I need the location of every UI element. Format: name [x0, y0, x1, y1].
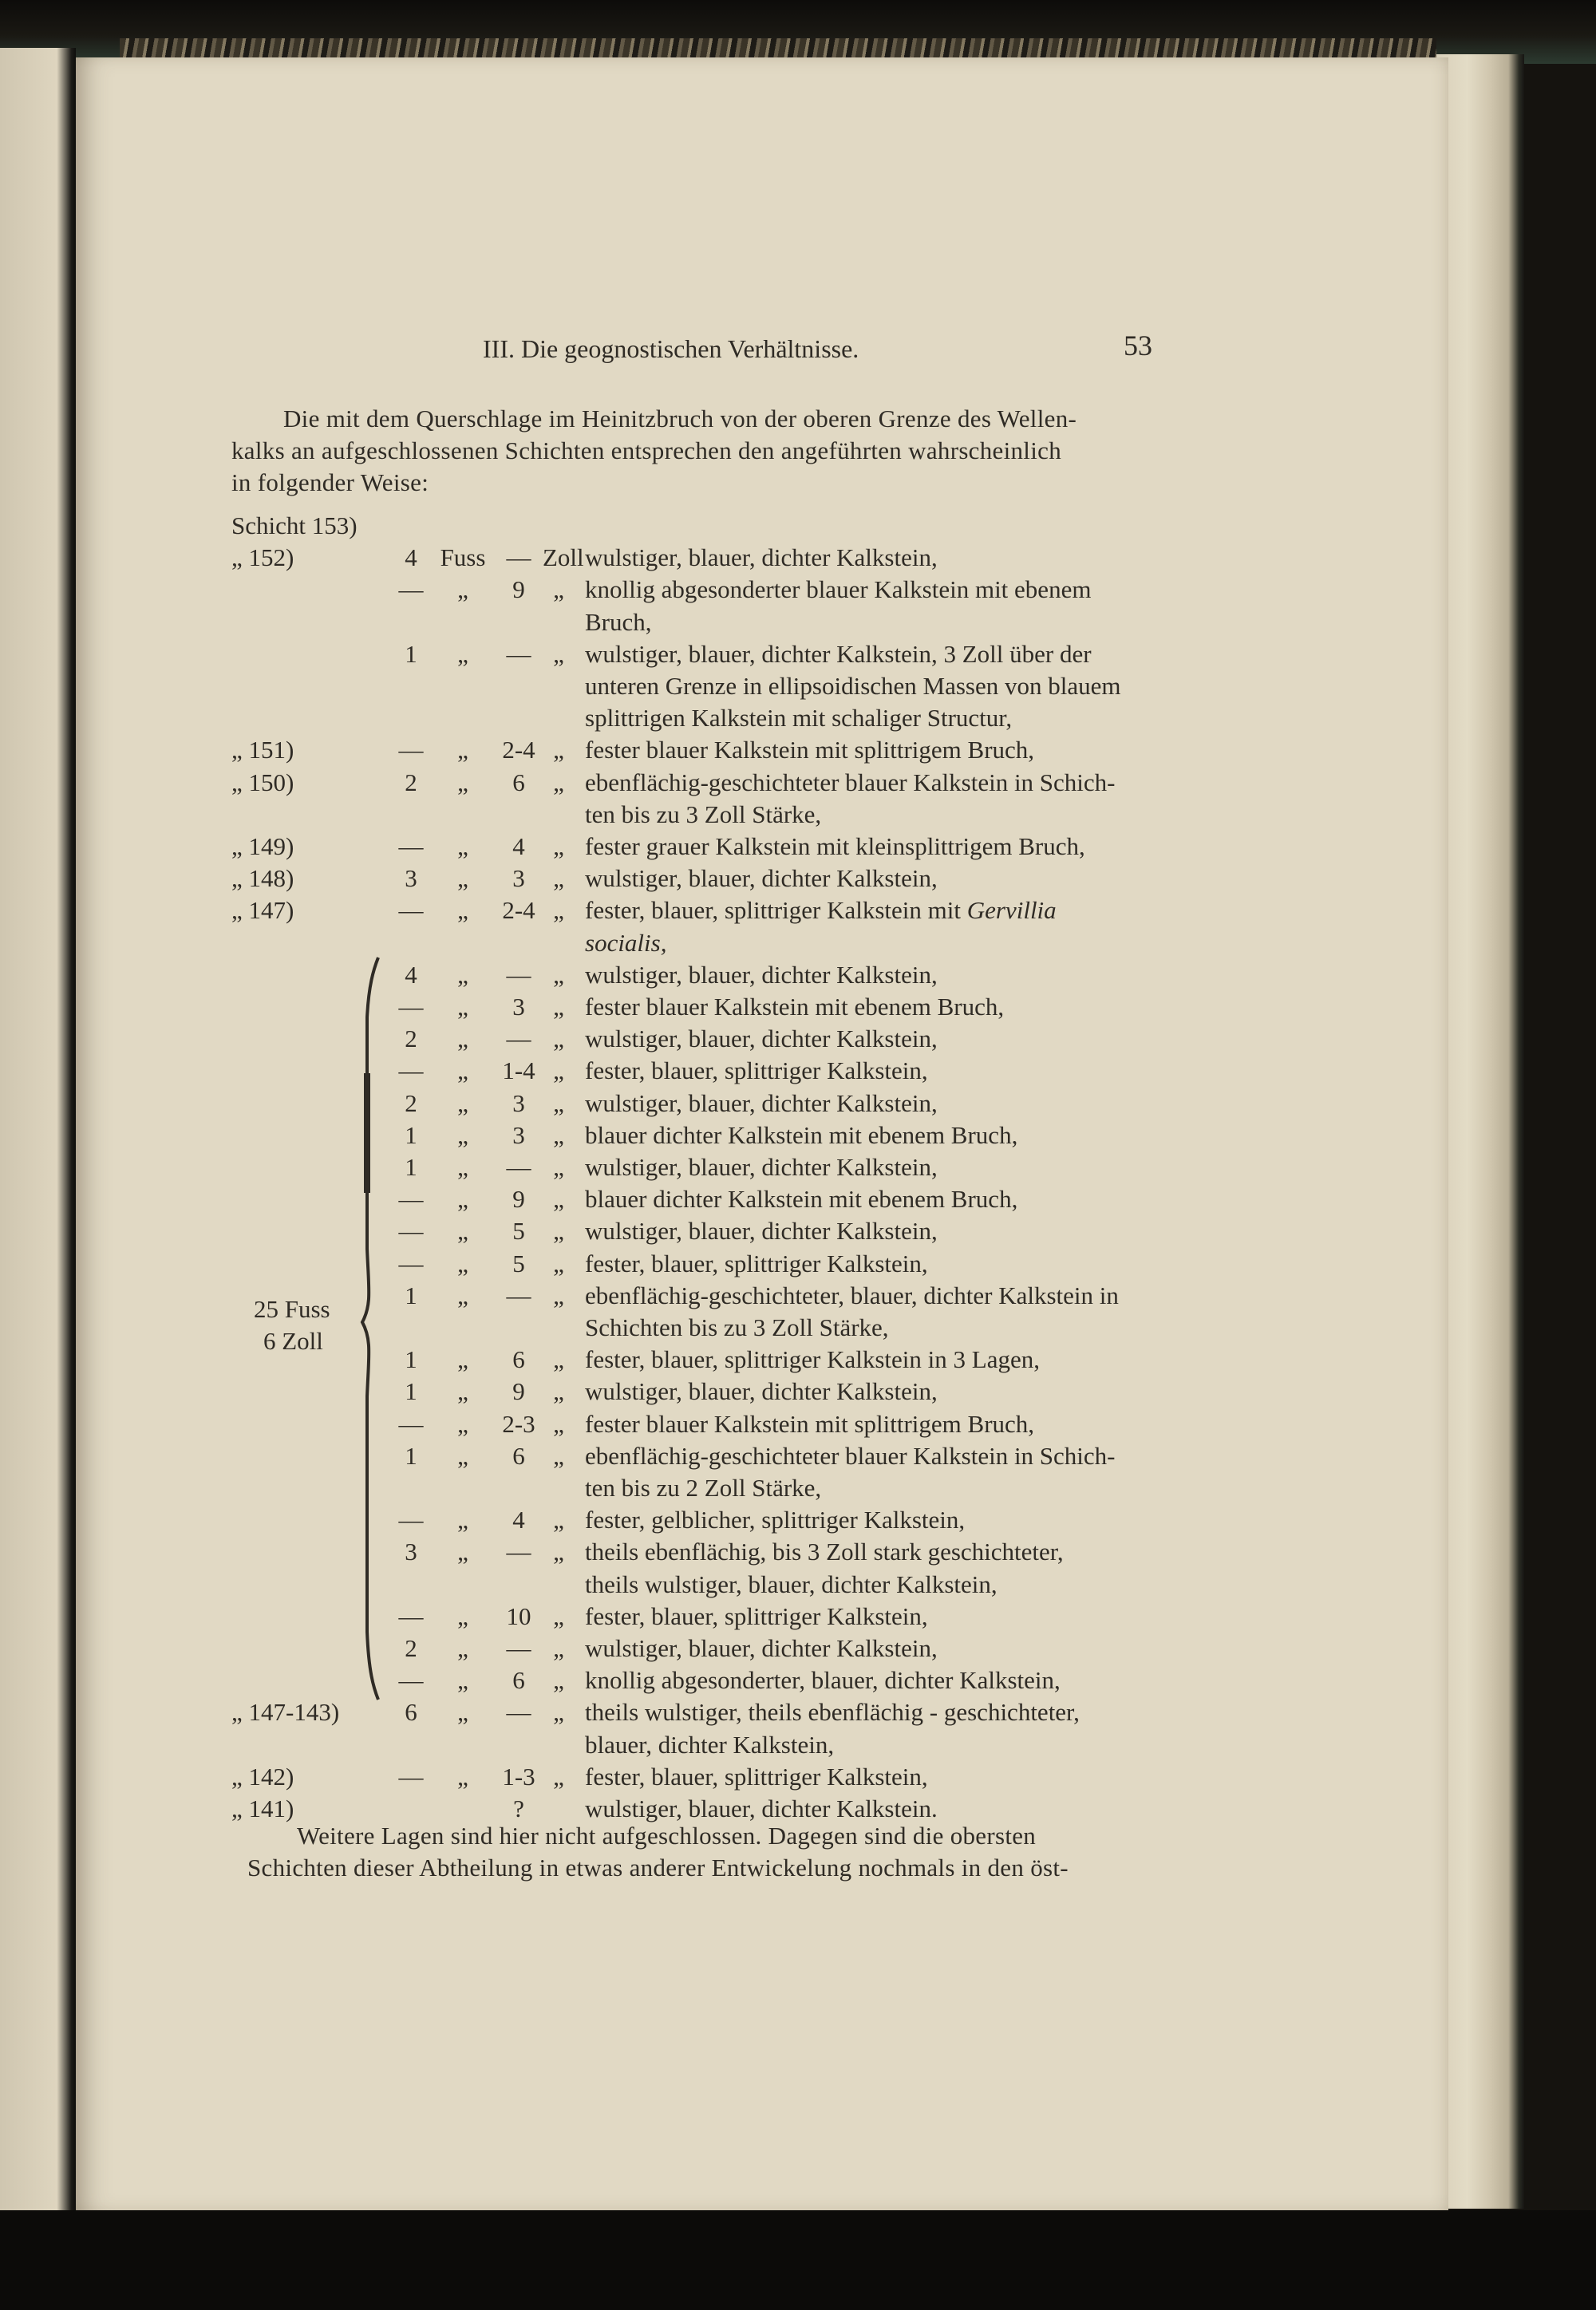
row-description	[585, 1152, 938, 1183]
row-units: „	[457, 1025, 468, 1052]
row-units: „	[457, 1153, 468, 1181]
row-rest: „	[553, 575, 564, 603]
closing-line: Weitere Lagen sind hier nicht aufgeschlossen. Dagegen sind die obersten	[297, 1822, 1037, 1850]
row-units: „	[457, 575, 468, 603]
row-rest: „	[553, 1410, 564, 1438]
group-thickness-label: 25 Fuss	[254, 1295, 330, 1323]
row-description	[585, 1088, 938, 1119]
row-description-text: wulstiger, blauer, dichter Kalkstein,	[585, 1634, 938, 1662]
page-stack-edge	[1436, 54, 1524, 2209]
row-inch: 4	[512, 832, 525, 860]
row-description-text: theils wulstiger, blauer, dichter Kalkstein,	[585, 1570, 998, 1598]
row-description-text: fester blauer Kalkstein mit splittrigem Bruch,	[585, 1410, 1035, 1438]
row-units: „	[457, 1538, 468, 1566]
row-feet: 1	[405, 1281, 417, 1309]
row-units: „	[457, 1666, 468, 1694]
row-inch: 9	[512, 1185, 525, 1213]
row-label: „ 141)	[231, 1795, 294, 1822]
row-inch: —	[506, 1025, 531, 1052]
row-description-text: wulstiger, blauer, dichter Kalkstein.	[585, 1795, 938, 1822]
row-units: „	[457, 1410, 468, 1438]
row-label: „ 151)	[231, 736, 294, 764]
row-description	[585, 1601, 928, 1632]
row-feet: —	[398, 1410, 424, 1438]
row-rest: „	[553, 1666, 564, 1694]
row-feet: 2	[405, 768, 417, 796]
row-description-text: fester, blauer, splittriger Kalkstein,	[585, 1250, 928, 1277]
row-description	[585, 1633, 938, 1664]
row-rest: „	[553, 1442, 564, 1470]
row-rest: „	[553, 1217, 564, 1245]
row-description-text: wulstiger, blauer, dichter Kalkstein,	[585, 1025, 938, 1052]
row-description	[585, 1056, 928, 1086]
row-label: „ 152)	[231, 543, 294, 571]
row-description	[585, 1441, 1116, 1471]
row-rest: „	[553, 1185, 564, 1213]
row-inch: 2-3	[502, 1410, 535, 1438]
row-description	[585, 543, 938, 573]
row-description-text: ebenflächig-geschichteter blauer Kalkstein in Schich-	[585, 768, 1116, 796]
row-rest: „	[553, 1056, 564, 1084]
row-units: „	[457, 1698, 468, 1726]
row-description	[585, 1281, 1119, 1311]
row-description-text: ten bis zu 2 Zoll Stärke,	[585, 1474, 822, 1502]
row-feet: —	[398, 1185, 424, 1213]
row-rest: „	[553, 832, 564, 860]
row-description	[585, 1794, 938, 1824]
row-description-text: wulstiger, blauer, dichter Kalkstein,	[585, 1153, 938, 1181]
row-units: „	[457, 1377, 468, 1405]
row-inch: —	[506, 640, 531, 668]
row-inch: 3	[512, 864, 525, 892]
row-label: Schicht 153)	[231, 511, 358, 539]
row-rest: „	[553, 1153, 564, 1181]
row-description-text: blauer dichter Kalkstein mit ebenem Bruch,	[585, 1121, 1018, 1149]
row-description	[585, 1409, 1034, 1439]
row-feet: 1	[405, 640, 417, 668]
intro-line: in folgender Weise:	[231, 468, 429, 496]
row-description-text: fester blauer Kalkstein mit splittrigem Bruch,	[585, 736, 1035, 764]
row-rest: „	[553, 1121, 564, 1149]
row-feet: 1	[405, 1442, 417, 1470]
row-description-text: ebenflächig-geschichteter blauer Kalkstein in Schich-	[585, 1442, 1116, 1470]
row-description-taxon: socialis,	[585, 929, 667, 957]
row-description-text: knollig abgesonderter, blauer, dichter Kalkstein,	[585, 1666, 1061, 1694]
row-inch: 9	[512, 575, 525, 603]
row-label: „ 150)	[231, 768, 294, 796]
row-rest: „	[553, 640, 564, 668]
row-feet: 2	[405, 1634, 417, 1662]
row-description	[585, 1249, 928, 1279]
row-feet: 2	[405, 1089, 417, 1117]
row-description	[585, 1313, 889, 1343]
row-units: „	[457, 1602, 468, 1630]
row-feet: 2	[405, 1025, 417, 1052]
row-inch: 5	[512, 1250, 525, 1277]
row-feet: —	[398, 993, 424, 1021]
row-description	[585, 863, 938, 894]
row-units: „	[457, 993, 468, 1021]
row-description	[585, 1345, 1040, 1375]
row-description-text: knollig abgesonderter blauer Kalkstein mit ebenem	[585, 575, 1092, 603]
row-feet: 6	[405, 1698, 417, 1726]
row-feet: —	[398, 575, 424, 603]
row-description-text: ten bis zu 3 Zoll Stärke,	[585, 800, 822, 828]
row-rest: „	[553, 736, 564, 764]
row-description	[585, 703, 1012, 733]
row-rest: Zoll	[543, 543, 584, 571]
row-description	[585, 1216, 938, 1246]
row-inch: 6	[512, 1442, 525, 1470]
row-feet: 1	[405, 1377, 417, 1405]
row-inch: 4	[512, 1506, 525, 1534]
row-rest: „	[553, 961, 564, 989]
row-feet: —	[398, 1056, 424, 1084]
row-rest: „	[553, 1345, 564, 1373]
row-rest: „	[553, 1763, 564, 1791]
row-rest: „	[553, 1538, 564, 1566]
row-inch: —	[506, 543, 531, 571]
intro-line: Die mit dem Querschlage im Heinitzbruch von der oberen Grenze des Wellen-	[283, 405, 1077, 432]
row-inch: —	[506, 1698, 531, 1726]
row-description	[585, 800, 821, 830]
row-units: „	[457, 1089, 468, 1117]
row-description-text: fester, blauer, splittriger Kalkstein,	[585, 1763, 928, 1791]
row-units: „	[457, 1250, 468, 1277]
row-description	[585, 1184, 1017, 1214]
row-feet: —	[398, 1666, 424, 1694]
row-description-text: wulstiger, blauer, dichter Kalkstein,	[585, 864, 938, 892]
row-description-text: wulstiger, blauer, dichter Kalkstein,	[585, 543, 938, 571]
row-description-text: theils wulstiger, theils ebenflächig - geschichteter,	[585, 1698, 1080, 1726]
row-description	[585, 1570, 998, 1600]
row-rest: „	[553, 1377, 564, 1405]
row-inch: —	[506, 1634, 531, 1662]
row-description-text: ebenflächig-geschichteter, blauer, dichter Kalkstein in	[585, 1281, 1119, 1309]
row-description	[585, 768, 1116, 798]
row-units: „	[457, 1217, 468, 1245]
row-units: „	[457, 1056, 468, 1084]
row-inch: 6	[512, 1345, 525, 1373]
row-description-text: wulstiger, blauer, dichter Kalkstein,	[585, 1377, 938, 1405]
row-rest: „	[553, 768, 564, 796]
row-feet: —	[398, 832, 424, 860]
row-description	[585, 1473, 821, 1503]
row-units: Fuss	[440, 543, 486, 571]
row-rest: „	[553, 1602, 564, 1630]
row-description	[585, 928, 666, 958]
row-feet: 4	[405, 961, 417, 989]
row-description-text: fester, blauer, splittriger Kalkstein,	[585, 1602, 928, 1630]
row-feet: —	[398, 1217, 424, 1245]
row-feet: 1	[405, 1153, 417, 1181]
group-thickness-label: 6 Zoll	[263, 1327, 323, 1355]
row-description-text: fester, blauer, splittriger Kalkstein in 3 Lagen,	[585, 1345, 1040, 1373]
row-units: „	[457, 896, 468, 924]
row-inch: 1-3	[502, 1763, 535, 1791]
row-description-text: Bruch,	[585, 608, 652, 636]
row-units: „	[457, 1345, 468, 1373]
row-description-text: fester, gelblicher, splittriger Kalkstein,	[585, 1506, 966, 1534]
row-description	[585, 1665, 1061, 1696]
row-description	[585, 735, 1034, 765]
row-units: „	[457, 864, 468, 892]
row-label: „ 147-143)	[231, 1698, 340, 1726]
row-units: „	[457, 736, 468, 764]
row-description-text: blauer, dichter Kalkstein,	[585, 1731, 835, 1759]
row-feet: 1	[405, 1121, 417, 1149]
row-description	[585, 639, 1092, 669]
row-label: „ 148)	[231, 864, 294, 892]
row-feet: —	[398, 1250, 424, 1277]
row-description-text: theils ebenflächig, bis 3 Zoll stark geschichteter,	[585, 1538, 1064, 1566]
row-description-text: fester blauer Kalkstein mit ebenem Bruch,	[585, 993, 1005, 1021]
row-description-text: unteren Grenze in ellipsoidischen Massen von blauem	[585, 672, 1121, 700]
row-feet: 1	[405, 1345, 417, 1373]
row-description	[585, 1537, 1064, 1567]
row-description	[585, 1505, 965, 1535]
row-rest: „	[553, 1698, 564, 1726]
row-feet: —	[398, 1506, 424, 1534]
row-feet: —	[398, 736, 424, 764]
closing-line: Schichten dieser Abtheilung in etwas anderer Entwickelung nochmals in den öst-	[247, 1854, 1069, 1882]
row-units: „	[457, 1442, 468, 1470]
row-inch: 3	[512, 1089, 525, 1117]
book-bottom-shadow	[0, 2210, 1596, 2310]
group-bracket	[351, 954, 399, 1704]
row-inch: 2-4	[502, 896, 535, 924]
row-description	[585, 895, 1057, 926]
page-number: 53	[1124, 330, 1152, 361]
row-label: „ 142)	[231, 1763, 294, 1791]
row-description	[585, 992, 1004, 1022]
row-feet: —	[398, 1763, 424, 1791]
row-description-text: fester, blauer, splittriger Kalkstein,	[585, 1056, 928, 1084]
row-inch: 9	[512, 1377, 525, 1405]
row-description	[585, 960, 938, 990]
row-feet: 3	[405, 1538, 417, 1566]
row-inch: 3	[512, 993, 525, 1021]
row-description-text: blauer dichter Kalkstein mit ebenem Bruch,	[585, 1185, 1018, 1213]
row-description	[585, 607, 652, 638]
row-inch: 6	[512, 1666, 525, 1694]
row-description	[585, 575, 1091, 605]
row-description	[585, 1376, 938, 1407]
row-units: „	[457, 1634, 468, 1662]
row-description	[585, 831, 1085, 862]
row-inch: 1-4	[502, 1056, 535, 1084]
row-description-text: splittrigen Kalkstein mit schaliger Structur,	[585, 704, 1013, 732]
row-description	[585, 671, 1120, 701]
row-units: „	[457, 1506, 468, 1534]
row-units: „	[457, 768, 468, 796]
row-feet: 4	[405, 543, 417, 571]
row-description	[585, 1762, 928, 1792]
row-units: „	[457, 832, 468, 860]
row-inch: —	[506, 1153, 531, 1181]
row-feet: —	[398, 896, 424, 924]
row-description	[585, 1697, 1080, 1728]
row-feet: 3	[405, 864, 417, 892]
row-rest: „	[553, 1281, 564, 1309]
row-description-text: wulstiger, blauer, dichter Kalkstein,	[585, 961, 938, 989]
row-description	[585, 1120, 1017, 1151]
row-rest: „	[553, 896, 564, 924]
row-description-taxon: Gervillia	[966, 896, 1057, 924]
row-units: „	[457, 1121, 468, 1149]
row-description	[585, 1024, 938, 1054]
row-units: „	[457, 1281, 468, 1309]
row-inch: 3	[512, 1121, 525, 1149]
row-rest: „	[553, 1506, 564, 1534]
row-description-text: fester, blauer, splittriger Kalkstein mit	[585, 896, 967, 924]
row-inch: 10	[506, 1602, 531, 1630]
row-rest: „	[553, 1025, 564, 1052]
row-description-text: fester grauer Kalkstein mit kleinsplittrigem Bruch,	[585, 832, 1085, 860]
row-description-text: wulstiger, blauer, dichter Kalkstein,	[585, 1089, 938, 1117]
row-label: „ 149)	[231, 832, 294, 860]
row-units: „	[457, 961, 468, 989]
row-description-text: Schichten bis zu 3 Zoll Stärke,	[585, 1313, 889, 1341]
row-label: „ 147)	[231, 896, 294, 924]
row-description	[585, 1730, 834, 1760]
row-units: „	[457, 1185, 468, 1213]
row-description-text: wulstiger, blauer, dichter Kalkstein,	[585, 1217, 938, 1245]
row-inch: ?	[513, 1795, 524, 1822]
row-rest: „	[553, 1634, 564, 1662]
row-inch: —	[506, 1538, 531, 1566]
row-description-text: wulstiger, blauer, dichter Kalkstein, 3 Zoll über der	[585, 640, 1092, 668]
row-inch: 5	[512, 1217, 525, 1245]
row-feet: —	[398, 1602, 424, 1630]
row-inch: —	[506, 961, 531, 989]
row-rest: „	[553, 1089, 564, 1117]
intro-line: kalks an aufgeschlossenen Schichten entsprechen den angeführten wahrscheinlich	[231, 436, 1061, 464]
row-inch: 2-4	[502, 736, 535, 764]
row-units: „	[457, 640, 468, 668]
previous-page-edge	[0, 48, 76, 2218]
row-inch: —	[506, 1281, 531, 1309]
row-rest: „	[553, 864, 564, 892]
row-rest: „	[553, 1250, 564, 1277]
row-rest: „	[553, 993, 564, 1021]
row-units: „	[457, 1763, 468, 1791]
running-header: III. Die geognostischen Verhältnisse.	[483, 334, 859, 363]
row-inch: 6	[512, 768, 525, 796]
